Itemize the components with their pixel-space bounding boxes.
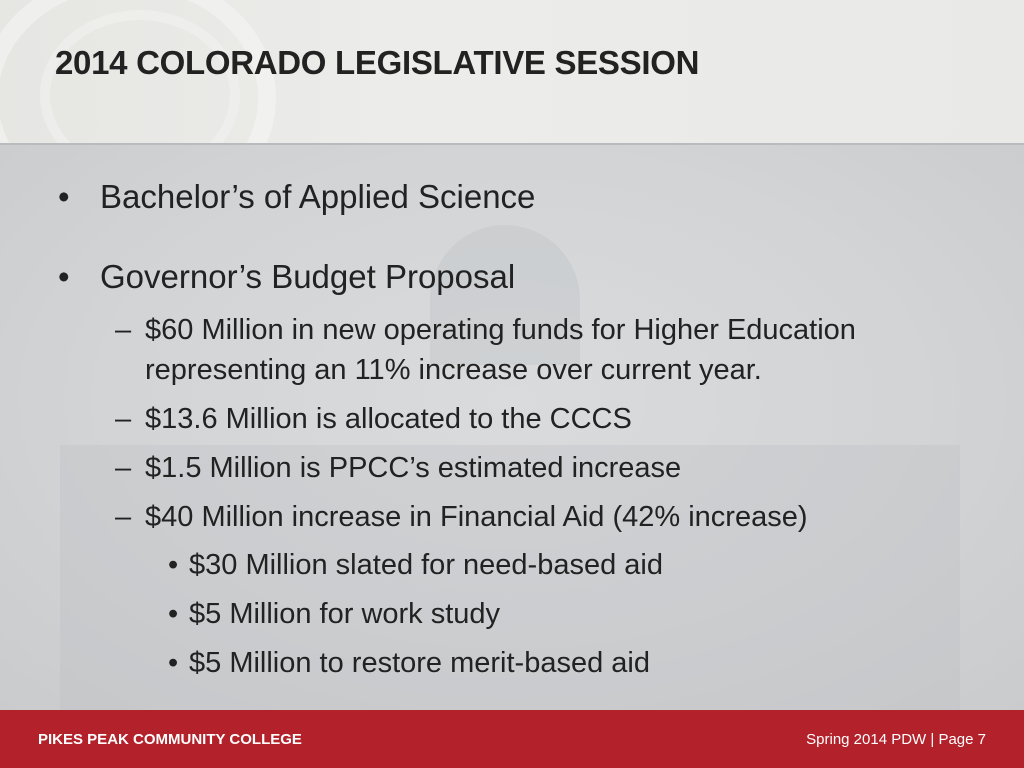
bullet-marker: •: [58, 178, 70, 215]
sub-bullet-text: $40 Million increase in Financial Aid (42% increase): [145, 501, 808, 533]
sub-bullet-text: $60 Million in new operating funds for Higher Education representing an 11% increase over current year.: [145, 314, 856, 386]
sub-sub-bullet-item: [168, 647, 650, 680]
bullet-marker: •: [168, 647, 179, 679]
bullet-item: [58, 258, 515, 296]
bullet-marker: •: [168, 549, 179, 581]
institution-name: PIKES PEAK COMMUNITY COLLEGE: [38, 731, 302, 748]
bullet-text: Bachelor’s of Applied Science: [100, 178, 536, 215]
sub-sub-bullet-item: [168, 598, 500, 631]
dash-marker: –: [115, 501, 132, 533]
sub-bullet-item: [115, 310, 995, 390]
dash-marker: –: [115, 403, 132, 435]
dash-marker: –: [115, 314, 132, 346]
dash-marker: –: [115, 452, 132, 484]
slide-header: [0, 0, 1024, 144]
sub-bullet-text: $13.6 Million is allocated to the CCCS: [145, 403, 632, 435]
bullet-text: Governor’s Budget Proposal: [100, 258, 516, 295]
sub-sub-bullet-text: $30 Million slated for need-based aid: [189, 549, 663, 581]
slide-content: [0, 145, 1024, 710]
sub-sub-bullet-item: [168, 549, 663, 582]
slide-title: 2014 COLORADO LEGISLATIVE SESSION: [55, 44, 700, 81]
sub-bullet-item: [115, 448, 681, 488]
bullet-marker: •: [58, 258, 70, 295]
slide-footer: [0, 710, 1024, 768]
sub-bullet-item: [115, 399, 632, 439]
sub-sub-bullet-text: $5 Million to restore merit-based aid: [189, 647, 650, 679]
page-info: Spring 2014 PDW | Page 7: [806, 731, 986, 748]
sub-bullet-text: $1.5 Million is PPCC’s estimated increase: [145, 452, 682, 484]
sub-sub-bullet-text: $5 Million for work study: [189, 598, 501, 630]
bullet-marker: •: [168, 598, 179, 630]
bullet-item: [58, 178, 535, 216]
sub-bullet-item: [115, 497, 808, 537]
